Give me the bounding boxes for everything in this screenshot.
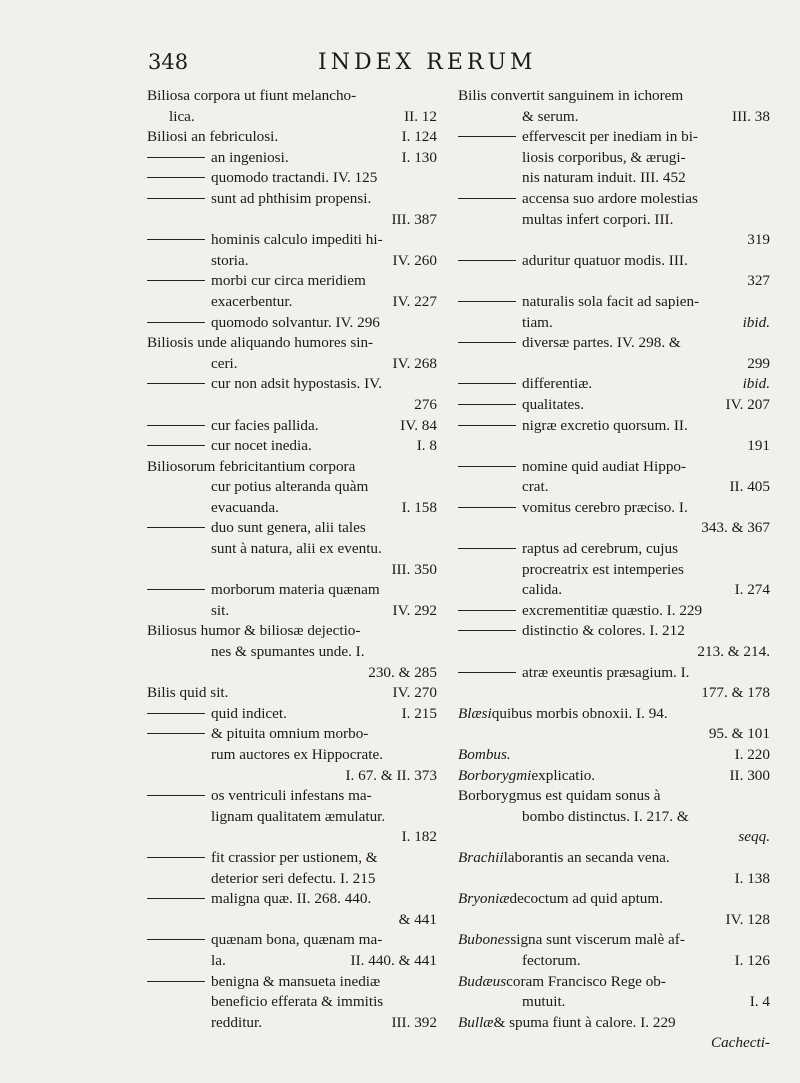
index-line [458, 889, 770, 910]
index-line [458, 436, 770, 457]
entry-continuation: beneficio efferata & immitis [211, 993, 384, 1011]
index-line [458, 395, 770, 416]
entry-headword: Borborygmi [458, 766, 532, 784]
entry-text: Biliosus humor & biliosæ dejectio- [147, 622, 361, 640]
index-line [147, 560, 437, 581]
entry-text: crat. [522, 478, 549, 496]
entry-text: laborantis an secanda vena. [503, 848, 670, 866]
subentry-text: atræ exeuntis præsagium. I. [522, 663, 690, 681]
page-reference: III. 387 [391, 210, 437, 228]
index-line [458, 189, 770, 210]
subentry-text: cur facies pallida. [211, 416, 319, 434]
subentry-text: cur non adsit hypostasis. IV. [211, 375, 382, 393]
ditto-rule [147, 981, 205, 982]
index-line [147, 416, 437, 437]
index-line [147, 580, 437, 601]
subentry-text: & pituita omnium morbo- [211, 725, 369, 743]
page-reference: 191 [747, 437, 770, 455]
ditto-rule [147, 527, 205, 528]
subentry-text: cur nocet inedia. [211, 437, 312, 455]
entry-headword: Brachii [458, 848, 504, 866]
index-line [458, 910, 770, 931]
index-line [458, 621, 770, 642]
page-reference: 299 [747, 354, 770, 372]
ditto-rule [147, 795, 205, 796]
subentry [458, 395, 584, 416]
index-line [147, 436, 437, 457]
entry-text: evacuanda. [211, 498, 279, 516]
index-line [458, 518, 770, 539]
ditto-rule [147, 157, 205, 158]
index-line [147, 745, 437, 766]
page-reference: I. 220 [734, 746, 770, 763]
entry [458, 848, 670, 869]
index-line [147, 889, 437, 910]
index-line [458, 168, 770, 189]
page-reference: I. 182 [401, 828, 437, 846]
index-line [458, 127, 770, 148]
running-title: INDEX RERUM [318, 50, 537, 75]
entry-text: tiam. [522, 313, 553, 331]
subentry [147, 416, 319, 437]
index-line [147, 333, 437, 354]
subentry-text: aduritur quatuor modis. III. [522, 251, 688, 269]
page-reference: I. 274 [734, 581, 770, 599]
index-line [147, 972, 437, 993]
subentry-text: nomine quid audiat Hippo- [522, 457, 687, 475]
page-reference: I. 158 [401, 498, 437, 516]
index-line [147, 498, 437, 519]
entry-continuation: nes & spumantes unde. I. [211, 643, 365, 661]
entry-text: Biliosorum febricitantium corpora [147, 457, 356, 475]
ditto-rule [147, 383, 205, 384]
ditto-rule [147, 733, 205, 734]
index-line [147, 827, 437, 848]
entry-text: explicatio. [531, 766, 596, 784]
index-line [458, 354, 770, 375]
subentry-text: quomodo tractandi. IV. 125 [211, 169, 378, 187]
index-line [147, 518, 437, 539]
index-line [147, 848, 437, 869]
index-line [147, 313, 437, 334]
subentry-text: naturalis sola facit ad sapien- [522, 292, 700, 310]
index-line [458, 477, 770, 498]
index-line [147, 457, 437, 478]
subentry-text: quænam bona, quænam ma- [211, 931, 383, 949]
page-reference: II. 440. & 441 [350, 951, 437, 969]
ditto-rule [147, 445, 205, 446]
entry-text: coram Francisco Rege ob- [506, 972, 666, 990]
ditto-rule [458, 630, 516, 631]
index-line [147, 107, 437, 128]
ditto-rule [458, 466, 516, 467]
entry-text: mutuit. [522, 993, 566, 1011]
index-line [147, 621, 437, 642]
subentry-text: an ingeniosi. [211, 148, 289, 166]
page-reference: II. 405 [729, 478, 770, 496]
index-line [458, 642, 770, 663]
ditto-rule [147, 589, 205, 590]
ditto-rule [147, 177, 205, 178]
entry [458, 766, 595, 787]
subentry-text: effervescit per inediam in bi- [522, 128, 698, 146]
ditto-rule [458, 342, 516, 343]
ditto-rule [458, 404, 516, 405]
index-line [458, 745, 770, 766]
index-line [458, 333, 770, 354]
page-reference: IV. 207 [725, 395, 770, 413]
page-reference: II. 12 [404, 107, 437, 125]
index-line [147, 663, 437, 684]
ditto-rule [458, 383, 516, 384]
index-line [147, 1013, 437, 1034]
index-line [458, 292, 770, 313]
left-column [147, 86, 437, 1033]
index-line [458, 210, 770, 231]
ditto-rule [147, 857, 205, 858]
page-reference: I. 8 [416, 437, 437, 455]
entry-headword: Bullæ [458, 1013, 494, 1031]
entry-text: redditur. [211, 1013, 263, 1031]
page-reference: seqq. [738, 828, 770, 846]
index-line [147, 477, 437, 498]
index-line [147, 210, 437, 231]
index-line [147, 251, 437, 272]
ditto-rule [147, 939, 205, 940]
catchword: Cachecti- [710, 1034, 770, 1052]
ditto-rule [458, 507, 516, 508]
page-reference: I. 67. & II. 373 [345, 766, 437, 784]
index-line [147, 951, 437, 972]
entry-text: quibus morbis obnoxii. I. 94. [491, 704, 668, 722]
right-column [458, 86, 770, 1054]
page-reference: I. 138 [734, 869, 770, 887]
index-line [147, 230, 437, 251]
index-line [458, 313, 770, 334]
page-reference: IV. 227 [392, 292, 437, 310]
subentry-text: maligna quæ. II. 268. 440. [211, 890, 372, 908]
subentry-text: sunt ad phthisim propensi. [211, 189, 372, 207]
index-line [147, 148, 437, 169]
index-line [458, 827, 770, 848]
page-reference: ibid. [742, 313, 770, 331]
page-reference: 213. & 214. [697, 643, 770, 661]
entry-text: Biliosi an febriculosi. [147, 128, 279, 146]
subentry-text: vomitus cerebro præciso. I. [522, 498, 688, 516]
index-line [147, 930, 437, 951]
index-line [458, 230, 770, 251]
index-line [147, 766, 437, 787]
index-line [458, 86, 770, 107]
entry-continuation: sunt à natura, alii ex eventu. [211, 540, 382, 558]
index-line [147, 869, 437, 890]
index-line [458, 869, 770, 890]
ditto-rule [147, 198, 205, 199]
index-line [458, 148, 770, 169]
entry-text: sit. [211, 601, 230, 619]
subentry [147, 148, 289, 169]
ditto-rule [458, 301, 516, 302]
ditto-rule [147, 898, 205, 899]
index-line [147, 724, 437, 745]
subentry-text: hominis calculo impediti hi- [211, 231, 383, 249]
index-line [147, 704, 437, 725]
entry [458, 1013, 676, 1034]
page-reference: IV. 268 [392, 354, 437, 372]
index-line [458, 930, 770, 951]
index-line [458, 251, 770, 272]
entry-continuation: deterior seri defectu. I. 215 [211, 869, 376, 887]
subentry [147, 704, 287, 725]
entry-continuation: bombo distinctus. I. 217. & [522, 807, 689, 825]
index-line [458, 704, 770, 725]
page-reference: II. 300 [729, 766, 770, 784]
subentry-text: diversæ partes. IV. 298. & [522, 334, 681, 352]
index-line [147, 354, 437, 375]
index-line [147, 86, 437, 107]
entry-text: calida. [522, 581, 563, 599]
index-line [458, 683, 770, 704]
entry-continuation: cur potius alteranda quàm [211, 478, 369, 496]
index-line [147, 395, 437, 416]
page-reference: III. 392 [391, 1013, 437, 1031]
index-line [147, 189, 437, 210]
page-reference: ibid. [742, 375, 770, 393]
entry-text: Biliosis unde aliquando humores sin- [147, 334, 374, 352]
index-line [458, 786, 770, 807]
page-reference: IV. 84 [400, 416, 437, 434]
subentry [458, 374, 592, 395]
index-line [458, 724, 770, 745]
ditto-rule [147, 713, 205, 714]
index-line [458, 972, 770, 993]
entry-headword: Bubones [458, 931, 511, 949]
page-reference: IV. 292 [392, 601, 437, 619]
index-line [458, 848, 770, 869]
entry-text: & serum. [522, 107, 579, 125]
page-reference: I. 130 [401, 148, 437, 166]
index-line [458, 107, 770, 128]
entry-continuation: multas infert corpori. III. [522, 210, 674, 228]
ditto-rule [147, 322, 205, 323]
index-line [147, 292, 437, 313]
index-line [147, 992, 437, 1013]
subentry-text: morbi cur circa meridiem [211, 272, 366, 290]
page-reference: I. 4 [749, 993, 770, 1011]
ditto-rule [458, 610, 516, 611]
index-line [147, 807, 437, 828]
index-line [458, 580, 770, 601]
subentry-text: quid indicet. [211, 704, 287, 722]
page-reference: I. 126 [734, 951, 770, 969]
index-line [458, 951, 770, 972]
index-line [458, 1013, 770, 1034]
subentry-text: quomodo solvantur. IV. 296 [211, 313, 380, 331]
entry-text: lica. [169, 107, 195, 125]
index-line [458, 416, 770, 437]
subentry [147, 436, 312, 457]
subentry-text: fit crassior per ustionem, & [211, 848, 378, 866]
page-reference: 230. & 285 [368, 663, 437, 681]
page-reference: III. 350 [391, 560, 437, 578]
entry [458, 889, 663, 910]
entry-continuation: rum auctores ex Hippocrate. [211, 746, 384, 763]
index-line [458, 539, 770, 560]
entry [458, 704, 668, 725]
index-line [147, 683, 437, 704]
index-line [147, 539, 437, 560]
index-line [147, 910, 437, 931]
page-reference: 319 [747, 231, 770, 249]
entry-text: Biliosa corpora ut fiunt melancho- [147, 87, 357, 104]
index-line [147, 601, 437, 622]
entry-headword: Budæus [458, 972, 507, 990]
page-reference: & 441 [398, 910, 437, 928]
entry-text: signa sunt viscerum malè af- [510, 931, 685, 949]
index-line [147, 168, 437, 189]
entry [458, 930, 685, 951]
index-line [147, 127, 437, 148]
page-reference: IV. 128 [725, 910, 770, 928]
ditto-rule [147, 280, 205, 281]
entry-text: fectorum. [522, 951, 581, 969]
ditto-rule [458, 260, 516, 261]
entry-text: ceri. [211, 354, 238, 372]
index-line [147, 271, 437, 292]
ditto-rule [147, 239, 205, 240]
index-line [458, 457, 770, 478]
ditto-rule [458, 548, 516, 549]
index-line [458, 766, 770, 787]
entry-text: Borborygmus est quidam sonus à [458, 787, 661, 805]
index-line [458, 271, 770, 292]
ditto-rule [458, 198, 516, 199]
index-line [458, 807, 770, 828]
entry-text: Bilis quid sit. [147, 684, 229, 702]
entry-text: exacerbentur. [211, 292, 293, 310]
page-reference: 327 [747, 272, 770, 290]
index-line [458, 663, 770, 684]
index-line [147, 786, 437, 807]
subentry-text: differentiæ. [522, 375, 593, 393]
page-reference: IV. 260 [392, 251, 437, 269]
entry-continuation: liosis corporibus, & ærugi- [522, 148, 686, 166]
index-line [147, 374, 437, 395]
page-reference: 95. & 101 [708, 725, 770, 743]
page-reference: I. 124 [401, 128, 437, 146]
entry [458, 972, 666, 993]
subentry-text: morborum materia quænam [211, 581, 380, 599]
index-line [458, 374, 770, 395]
page-reference: 276 [414, 395, 437, 413]
subentry-text: distinctio & colores. I. 212 [522, 622, 685, 640]
entry-headword: Bombus. [458, 746, 511, 763]
entry-continuation: nis naturam induit. III. 452 [522, 169, 686, 187]
ditto-rule [147, 425, 205, 426]
page-reference: I. 215 [401, 704, 437, 722]
index-line [458, 560, 770, 581]
page-reference: 343. & 367 [701, 519, 770, 537]
subentry-text: accensa suo ardore molestias [522, 189, 698, 207]
index-line [458, 498, 770, 519]
ditto-rule [458, 136, 516, 137]
index-line [458, 1033, 770, 1054]
subentry-text: os ventriculi infestans ma- [211, 787, 372, 805]
subentry-text: duo sunt genera, alii tales [211, 519, 366, 537]
ditto-rule [458, 672, 516, 673]
index-line [458, 992, 770, 1013]
entry-text: storia. [211, 251, 249, 269]
page-number: 348 [148, 50, 189, 74]
entry-text: & spuma fiunt à calore. I. 229 [493, 1013, 676, 1031]
entry-text: la. [211, 951, 226, 969]
page-reference: IV. 270 [392, 684, 437, 702]
entry-continuation: lignam qualitatem æmulatur. [211, 807, 386, 825]
subentry-text: excrementitiæ quæstio. I. 229 [522, 601, 703, 619]
subentry-text: qualitates. [522, 395, 584, 413]
index-line [458, 601, 770, 622]
entry-headword: Bryoniæ [458, 890, 510, 908]
entry-text: decoctum ad quid aptum. [509, 890, 663, 908]
subentry-text: benigna & mansueta inediæ [211, 972, 381, 990]
entry-continuation: procreatrix est intemperies [522, 560, 684, 578]
page-reference: 177. & 178 [701, 684, 770, 702]
index-line [147, 642, 437, 663]
entry-headword: Blæsi [458, 704, 492, 722]
ditto-rule [458, 425, 516, 426]
page-reference: III. 38 [732, 107, 770, 125]
subentry-text: raptus ad cerebrum, cujus [522, 540, 679, 558]
subentry-text: nigræ excretio quorsum. II. [522, 416, 688, 434]
entry-text: Bilis convertit sanguinem in ichorem [458, 87, 684, 104]
